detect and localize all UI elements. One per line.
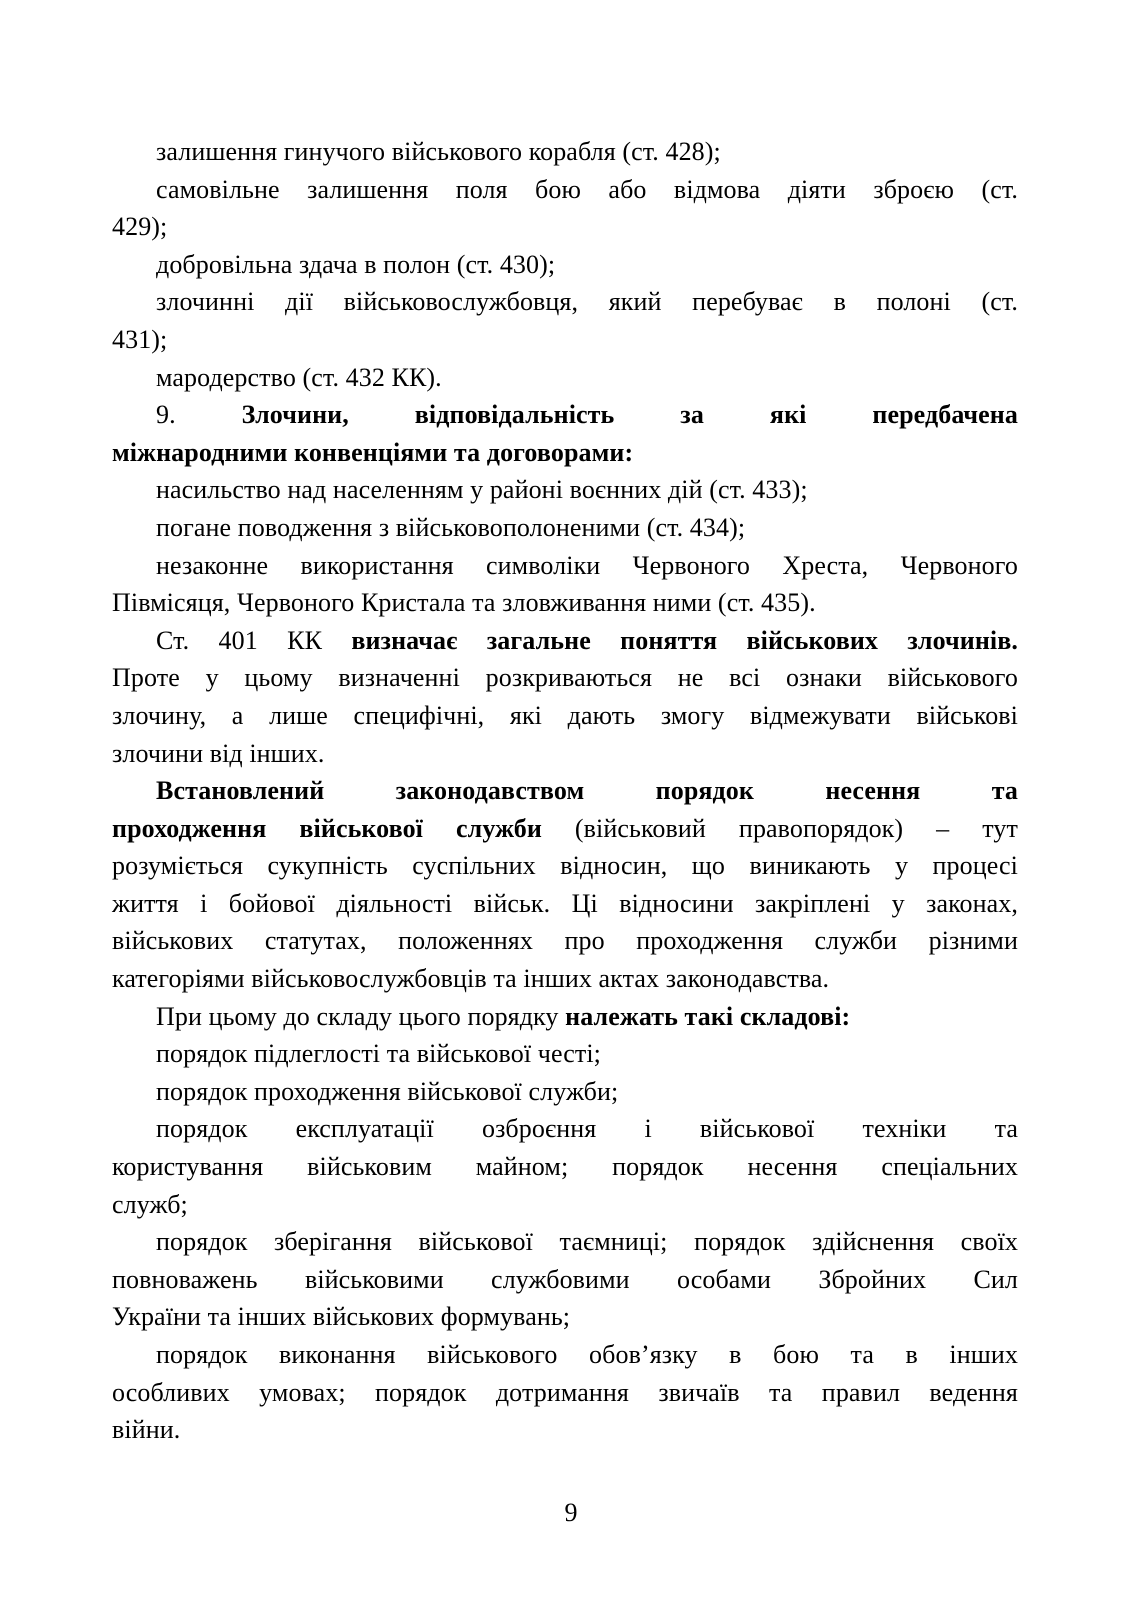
text-line (112, 1186, 1018, 1224)
text-line (112, 321, 1018, 359)
text-segment: порядок експлуатації озброєння і військової техніки та (156, 1114, 1018, 1144)
text-segment: порядок зберігання військової таємниці; порядок здійснення своїх (156, 1227, 1018, 1257)
text-segment: самовільне залишення поля бою або відмова діяти зброєю (ст. (156, 174, 1018, 204)
text-segment: України та інших військових формувань; (112, 1302, 571, 1332)
bold-text-segment: належать такі складові: (565, 1001, 851, 1031)
text-line (112, 1336, 1018, 1374)
text-segment: порядок виконання військового обов’язку в бою та в інших (156, 1340, 1018, 1369)
bold-text-segment: міжнародними конвенціями та договорами: (112, 437, 634, 467)
text-segment: Ст. 401 КК (156, 625, 352, 655)
text-line (112, 622, 1018, 660)
text-segment: війни. (112, 1415, 181, 1445)
text-segment: незаконне використання символіки Червоного Хреста, Червоного (156, 550, 1018, 580)
text-segment: погане поводження з військовополоненими (ст. 434); (156, 512, 746, 542)
text-line (112, 584, 1018, 622)
text-line (112, 1223, 1018, 1261)
text-segment: 429); (112, 212, 168, 242)
text-line (112, 396, 1018, 434)
text-line (112, 471, 1018, 509)
text-segment: злочинні дії військовослужбовця, який перебуває в полоні (ст. (156, 287, 1018, 317)
text-segment: 431); (112, 324, 168, 354)
text-line (112, 960, 1018, 998)
text-segment: порядок проходження військової служби; (156, 1076, 619, 1106)
text-segment: Проте у цьому визначенні розкриваються не всі ознаки військового (112, 663, 1018, 693)
text-line (112, 659, 1018, 697)
text-line (112, 772, 1018, 810)
text-line (112, 246, 1018, 284)
text-line (112, 208, 1018, 246)
text-line (112, 133, 1018, 171)
text-line (112, 434, 1018, 472)
text-line (112, 847, 1018, 885)
bold-text-segment: Встановлений законодавством порядок несення та (156, 776, 1018, 806)
text-line (112, 359, 1018, 397)
bold-text-segment: проходження військової служби (112, 813, 542, 843)
page-number: 9 (564, 1498, 578, 1527)
text-segment: добровільна здача в полон (ст. 430); (156, 249, 556, 279)
text-line (112, 1411, 1018, 1449)
text-segment: злочини від інших. (112, 738, 325, 768)
text-segment: (військовий правопорядок) – тут (541, 813, 1018, 843)
text-segment: насильство над населенням у районі воєнних дій (ст. 433); (156, 475, 808, 505)
text-line (112, 1035, 1018, 1073)
text-segment: життя і бойової діяльності військ. Ці відносини закріплені у законах, (112, 888, 1018, 918)
text-line (112, 171, 1018, 209)
text-segment: 9. (156, 400, 242, 430)
text-line (112, 547, 1018, 585)
text-line (112, 697, 1018, 735)
text-segment: служб; (112, 1189, 188, 1219)
text-segment: порядок підлеглості та військової честі; (156, 1039, 601, 1069)
text-segment: залишення гинучого військового корабля (ст. 428); (156, 137, 721, 166)
text-line (112, 735, 1018, 773)
text-line (112, 1298, 1018, 1336)
text-line (112, 922, 1018, 960)
text-line (112, 1374, 1018, 1412)
text-segment: особливих умовах; порядок дотримання звичаїв та правил ведення (112, 1377, 1018, 1407)
text-line (112, 509, 1018, 547)
bold-text-segment: визначає загальне поняття військових злочинів. (351, 625, 1018, 655)
bold-text-segment: Злочини, відповідальність за які передбачена (241, 400, 1018, 430)
text-block (112, 133, 1018, 1449)
text-line (112, 1110, 1018, 1148)
text-line (112, 885, 1018, 923)
text-segment: розуміється сукупність суспільних відносин, що виникають у процесі (112, 851, 1018, 881)
text-segment: мародерство (ст. 432 КК). (156, 362, 442, 392)
text-line (112, 998, 1018, 1036)
text-line (112, 283, 1018, 321)
text-segment: повноважень військовими службовими особами Збройних Сил (112, 1264, 1018, 1294)
text-segment: злочину, а лише специфічні, які дають змогу відмежувати військові (112, 700, 1018, 730)
text-segment: При цьому до складу цього порядку (156, 1001, 566, 1031)
text-segment: військових статутах, положеннях про проходження служби різними (112, 926, 1018, 956)
text-line (112, 1073, 1018, 1111)
text-line (112, 1148, 1018, 1186)
text-segment: Півмісяця, Червоного Кристала та зловживання ними (ст. 435). (112, 588, 816, 618)
text-line (112, 1261, 1018, 1299)
text-line (112, 810, 1018, 848)
text-segment: категоріями військовослужбовців та інших актах законодавства. (112, 964, 830, 994)
text-segment: користування військовим майном; порядок несення спеціальних (112, 1152, 1018, 1182)
